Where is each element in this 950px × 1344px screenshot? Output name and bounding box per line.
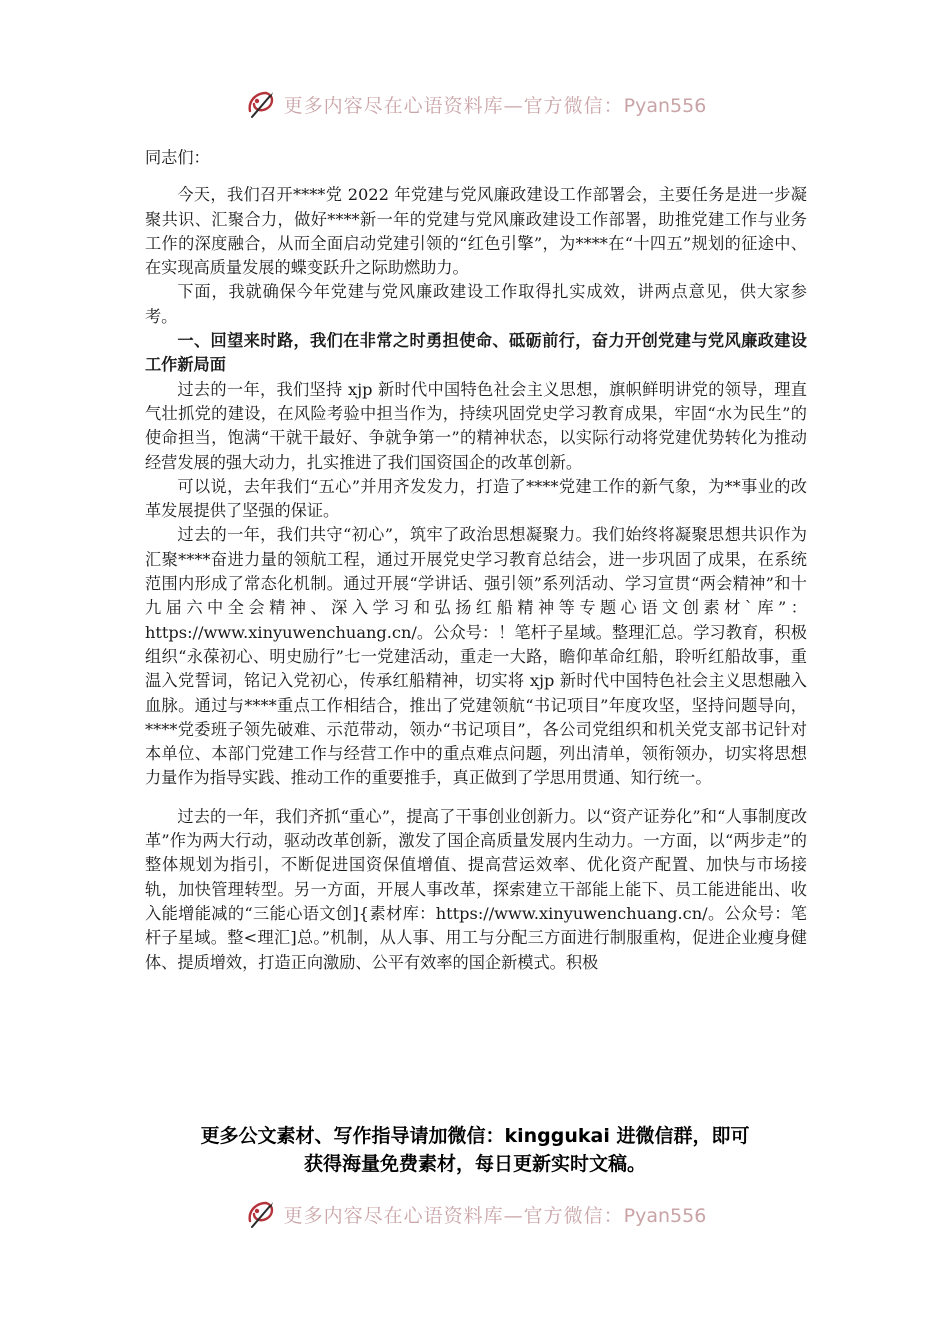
promo-notice <box>120 1122 830 1178</box>
greeting: 同志们： <box>145 148 210 167</box>
header-banner <box>0 84 950 124</box>
promo-line-2: 获得海量免费素材，每日更新实时文稿。 <box>303 1153 646 1175</box>
paragraph-body-3: 过去的一年，我们共守“初心”，筑牢了政治思想凝聚力。我们始终将凝聚思想共识作为汇聚****奋进力量的领航工程，通过开展党史学习教育总结会，进一步巩固了成果，在系统范围内形成了常态化机制。通过开展“学讲话、强引领”系列活动、学习宣贯“两会精神”和十九届六中全会精神、深入学习和弘扬红船精神等专题心语文创素材`库”：https://www.xinyuwenchuang.cn/。公众号：！笔杆子星域。整理汇总。学习教育，积极组织“永葆初心、明史励行”七一党建活动，重走一大路，瞻仰革命红船，聆听红船故事，重温入党誓词，铭记入党初心，传承红船精神，切实将 xjp 新时代中国特色社会主义思想融入血脉。通过与****重点工作相结合，推出了党建领航“书记项目”年度攻坚，坚持问题导向，****党委班子领先破难、示范带动，领办“书记项目”，各公司党组织和机关党支部书记针对本单位、本部门党建工作与经营工作中的重点难点问题，列出清单，领衔领办，切实将思想力量作为指导实践、推动工作的重要推手，真正做到了学思用贯通、知行统一。 <box>145 525 807 788</box>
footer-banner <box>0 1194 950 1234</box>
paragraph-body-4: 过去的一年，我们齐抓“重心”，提高了干事创业创新力。以“资产证券化”和“人事制度改革”作为两大行动，驱动改革创新，激发了国企高质量发展内生动力。一方面，以“两步走”的整体规划为指引，不断促进国资保值增值、提高营运效率、优化资产配置、加快与市场接轨，加快管理转型。另一方面，开展人事改革，探索建立干部能上能下、员工能进能出、收入能增能减的“三能心语文创]{素材库：https://www.xinyuwenchuang.cn/。公众号：笔杆子星域。整<理汇]总。”机制，从人事、用工与分配三方面进行制服重构，促进企业瘦身健体、提质增效，打造正向激励、公平有效率的国企新模式。积极 <box>145 806 807 972</box>
quill-logo-icon <box>244 87 278 121</box>
quill-logo-icon <box>244 1197 278 1231</box>
paragraph-intro: 下面，我就确保今年党建与党风廉政建设工作取得扎实成效，讲两点意见，供大家参考。 <box>145 282 807 326</box>
paragraph-body-1: 过去的一年，我们坚持 xjp 新时代中国特色社会主义思想，旗帜鲜明讲党的领导，理直气壮抓党的建设，在风险考验中担当作为，持续巩固党史学习教育成果，牢固“水为民生”的使命担当，饱满“干就干最好、争就争第一”的精神状态，以实际行动将党建优势转化为推动经营发展的强大动力，扎实推进了我们国资国企的改革创新。 <box>145 379 807 472</box>
paragraph-opening: 今天，我们召开****党 2022 年党建与党风廉政建设工作部署会，主要任务是进一步凝聚共识、汇聚合力，做好****新一年的党建与党风廉政建设工作部署，助推党建工作与业务工作的深度融合，从而全面启动党建引领的“红色引擎”，为****在“十四五”规划的征途中、在实现高质量发展的蝶变跃升之际助燃助力。 <box>145 185 807 278</box>
section-heading-1: 一、回望来时路，我们在非常之时勇担使命、砥砺前行，奋力开创党建与党风廉政建设工作新局面 <box>145 331 807 375</box>
banner-wechat-id: Pyan556 <box>623 1204 707 1227</box>
promo-line-1: 更多公文素材、写作指导请加微信：kinggukai 进微信群，即可 <box>200 1125 750 1147</box>
paragraph-body-2: 可以说，去年我们“五心”并用齐发发力，打造了****党建工作的新气象，为**事业的改革发展提供了坚强的保证。 <box>145 476 807 521</box>
document-body <box>145 146 807 975</box>
banner-title: 更多内容尽在心语资料库—官方微信：Pyan556 <box>283 1204 707 1227</box>
banner-wechat-id: Pyan556 <box>623 94 707 117</box>
banner-title: 更多内容尽在心语资料库—官方微信：Pyan556 <box>283 94 707 117</box>
